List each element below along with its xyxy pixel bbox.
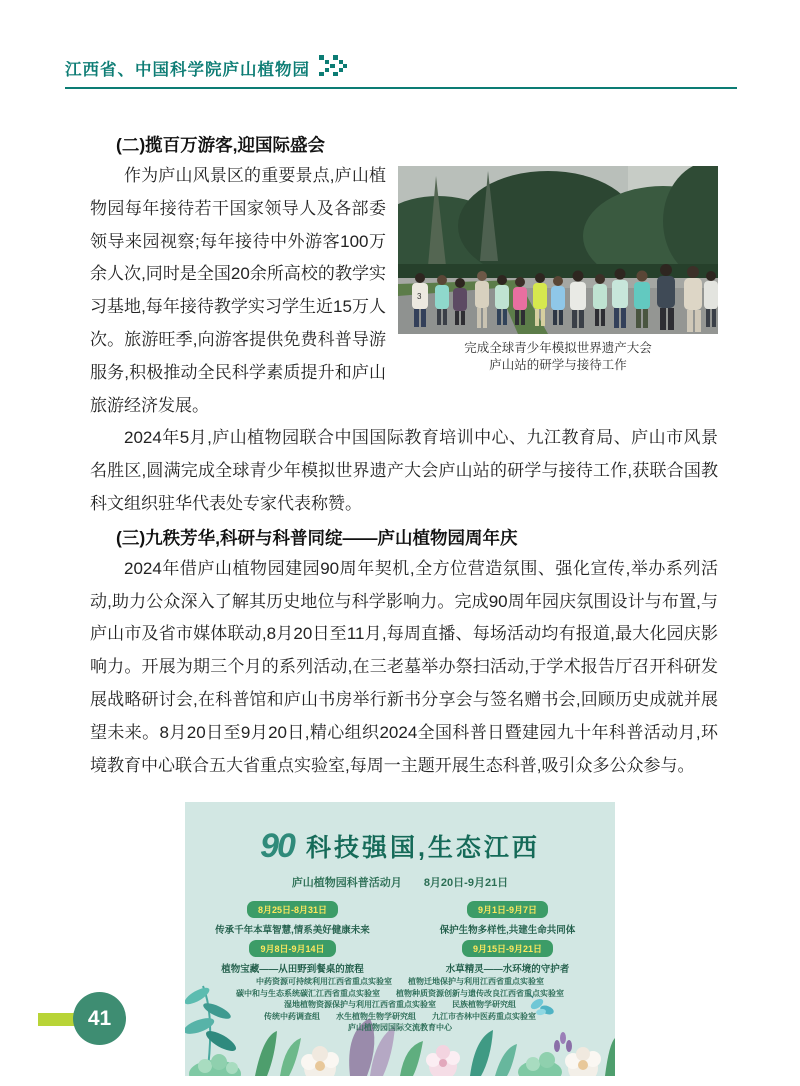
poster-subtitle: 庐山植物园科普活动月 xyxy=(291,877,402,890)
event-description: 保护生物多样性,共建生命共同体 xyxy=(439,925,576,937)
page-number: 41 xyxy=(87,1006,112,1030)
organization-title: 江西省、中国科学院庐山植物园 xyxy=(65,61,310,79)
group-photo xyxy=(398,166,718,334)
organizer-line: 传统中药调查组 水生植物生物学研究组 九江市杏林中医药重点实验室 xyxy=(264,1011,536,1021)
anniversary-90-logo: 90 xyxy=(260,827,294,866)
page-number-badge xyxy=(73,992,126,1045)
poster-events xyxy=(185,900,615,978)
poster-header xyxy=(185,828,615,864)
science-month-poster xyxy=(185,802,615,1076)
event-week-1 xyxy=(185,900,400,936)
paragraph-anniversary: 2024年借庐山植物园建园90周年契机,全方位营造氛围、强化宣传,举办系列活动,助力公众深入了解其历史地位与科学影响力。完成90周年园庆氛围设计与布置,与庐山市及省市媒体联动,8月20日至11月,每周直播、每场活动均有报道,最大化园庆影响力。开展为期三个月的系列活动,在三老墓举办祭扫活动,于学术报告厅召开科研发展战略研讨会,在科普馆和庐山书房举行新书分享会与签名赠书会,回顾历史成就并展望未来。8月20日至9月20日,精心组织2024全国科普日暨建园九十年科普活动月,环境教育中心联合五大省重点实验室,每周一主题开展生态科普,吸引众多公众参与。 xyxy=(90,558,718,775)
poster-subtitle-row xyxy=(185,874,615,890)
photo-caption xyxy=(398,339,718,373)
photo-caption-line2: 庐山站的研学与接待工作 xyxy=(489,357,627,372)
poster-date-range: 8月20日-9月21日 xyxy=(423,877,509,890)
group-photo-figure xyxy=(398,166,718,373)
poster-organizer-list xyxy=(185,976,615,1034)
organizer-line: 湿地植物资源保护与利用江西省重点实验室 民族植物学研究组 xyxy=(284,1000,516,1010)
event-date-badge: 9月8日-9月14日 xyxy=(249,940,335,957)
event-description: 植物宝藏——从田野到餐桌的旅程 xyxy=(221,964,364,976)
event-date-badge: 9月1日-9月7日 xyxy=(467,901,548,918)
section-heading-3: (三)九秩芳华,科研与科普同绽——庐山植物园周年庆 xyxy=(116,527,518,548)
organizer-line: 庐山植物园国际交流教育中心 xyxy=(348,1023,452,1033)
event-week-4 xyxy=(400,939,615,975)
paragraph-visitors: 作为庐山风景区的重要景点,庐山植物园每年接待若干国家领导人及各部委领导来园视察;每年接待中外游客100万余人次,同时是全国20余所高校的教学实习基地,每年接待教学实习学生近15万人次。旅游旺季,向游客提供免费科普导游服务,积极推动全民科学素质提升和庐山旅游经济发展。 xyxy=(90,166,386,415)
header-rule xyxy=(65,87,737,89)
event-week-3 xyxy=(185,939,400,975)
event-week-2 xyxy=(400,900,615,936)
organizer-line: 碳中和与生态系统碳汇江西省重点实验室 植物种质资源创新与遗传改良江西省重点实验室 xyxy=(236,988,564,998)
event-description: 传承千年本草智慧,情系美好健康未来 xyxy=(215,925,370,937)
photo-caption-line1: 完成全球青少年模拟世界遗产大会 xyxy=(464,340,652,355)
event-date-badge: 8月25日-8月31日 xyxy=(247,901,338,918)
main-content xyxy=(87,128,718,1076)
event-description: 水草精灵——水环境的守护者 xyxy=(445,964,570,976)
svg-text:3: 3 xyxy=(417,292,422,301)
organizer-line: 中药资源可持续利用江西省重点实验室 植物迁地保护与利用江西省重点实验室 xyxy=(256,977,544,987)
poster-title: 科技强国,生态江西 xyxy=(305,834,540,863)
pixel-chevrons-icon xyxy=(318,54,348,82)
event-date-badge: 9月15日-9月21日 xyxy=(462,940,553,957)
section-heading-2: (二)揽百万游客,迎国际盛会 xyxy=(116,135,326,155)
page-header xyxy=(65,54,737,82)
paragraph-unesco: 2024年5月,庐山植物园联合中国国际教育培训中心、九江教育局、庐山市风景名胜区,圆满完成全球青少年模拟世界遗产大会庐山站的研学与接待工作,获联合国教科文组织驻华代表处专家代表称赞。 xyxy=(90,428,718,513)
